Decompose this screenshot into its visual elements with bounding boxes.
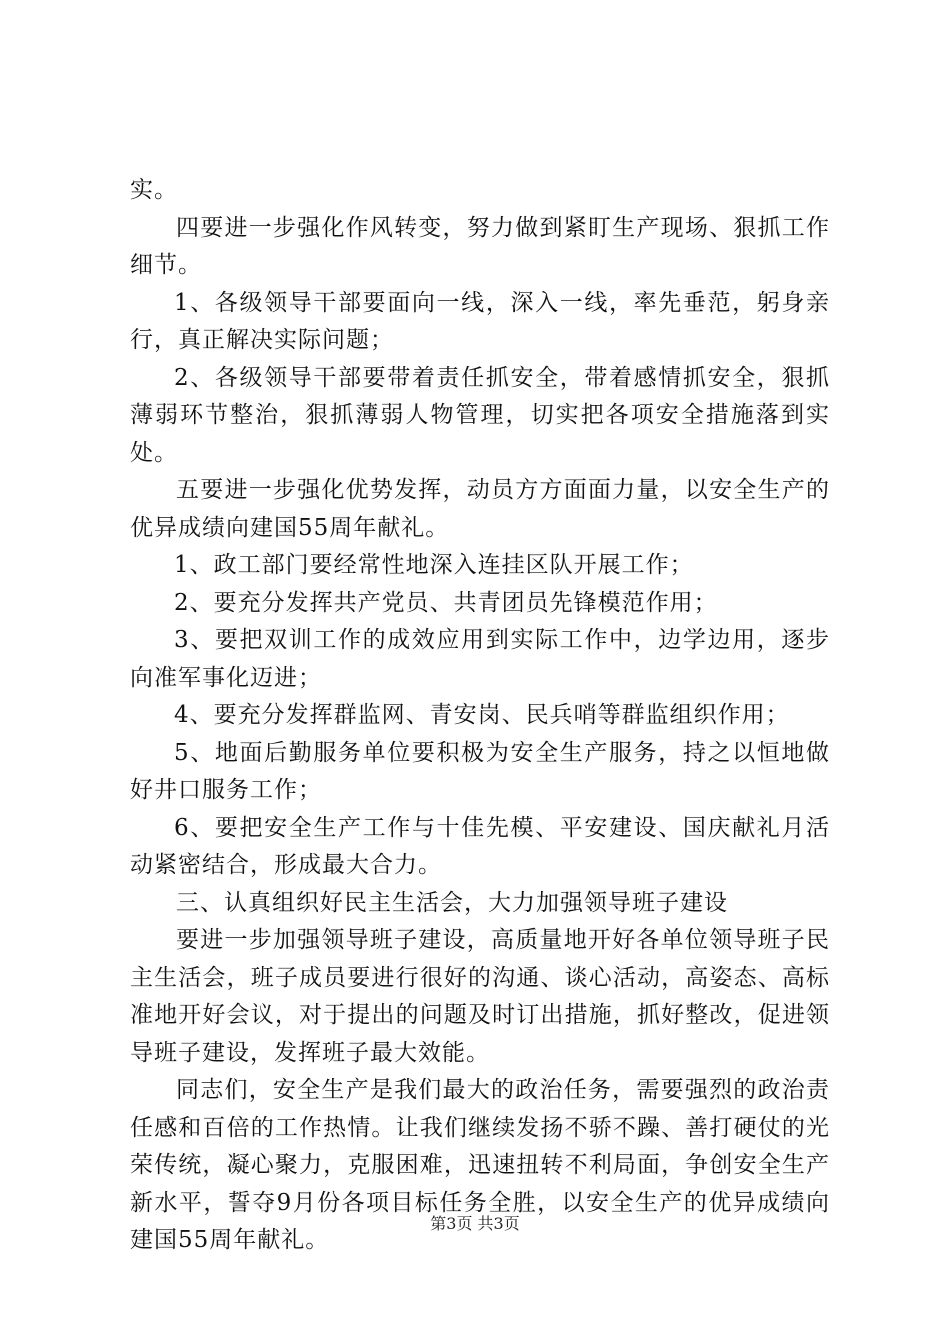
paragraph-item-5-6: 6、要把安全生产工作与十佳先模、平安建设、国庆献礼月活动紧密结合，形成最大合力。: [130, 814, 830, 878]
paragraph-point-five: 五要进一步强化优势发挥，动员方方面面力量，以安全生产的优异成绩向建国55周年献礼。: [130, 477, 830, 541]
paragraph-continuation: 实。: [130, 177, 178, 203]
paragraph-item-5-2: 2、要充分发挥共产党员、共青团员先锋模范作用；: [174, 589, 718, 616]
paragraph-item-5-3: 3、要把双训工作的成效应用到实际工作中，边学边用，逐步向准军事化迈进；: [130, 627, 830, 691]
paragraph-leadership: 要进一步加强领导班子建设，高质量地开好各单位领导班子民主生活会，班子成员要进行很好的沟通、谈心活动，高姿态、高标准地开好会议，对于提出的问题及时订出措施，抓好整改，促进领导班子建设，发挥班子最大效能。: [130, 927, 830, 1066]
paragraph-item-5-4: 4、要充分发挥群监网、青安岗、民兵哨等群监组织作用；: [174, 702, 790, 728]
paragraph-item-5-1: 1、政工部门要经常性地深入连挂区队开展工作；: [174, 552, 694, 578]
paragraph-closing: 同志们，安全生产是我们最大的政治任务，需要强烈的政治责任感和百倍的工作热情。让我们继续发扬不骄不躁、善打硬仗的光荣传统，凝心聚力，克服困难，迅速扭转不利局面，争创安全生产新水平，誓夺9月份各项目标任务全胜，以安全生产的优异成绩向建国55周年献礼。: [130, 1077, 830, 1253]
section-heading-three: 三、认真组织好民主生活会，大力加强领导班子建设: [176, 889, 728, 916]
paragraph-item-5-5: 5、地面后勤服务单位要积极为安全生产服务，持之以恒地做好井口服务工作；: [130, 739, 830, 803]
document-body: [130, 172, 830, 1260]
paragraph-item-4-1: 1、各级领导干部要面向一线，深入一线，率先垂范，躬身亲行，真正解决实际问题；: [130, 289, 830, 353]
page-footer: 第3页 共3页: [430, 1214, 520, 1233]
paragraph-item-4-2: 2、各级领导干部要带着责任抓安全，带着感情抓安全，狠抓薄弱环节整治，狠抓薄弱人物管理，切实把各项安全措施落到实处。: [130, 364, 830, 466]
paragraph-point-four: 四要进一步强化作风转变，努力做到紧盯生产现场、狠抓工作细节。: [130, 214, 830, 278]
